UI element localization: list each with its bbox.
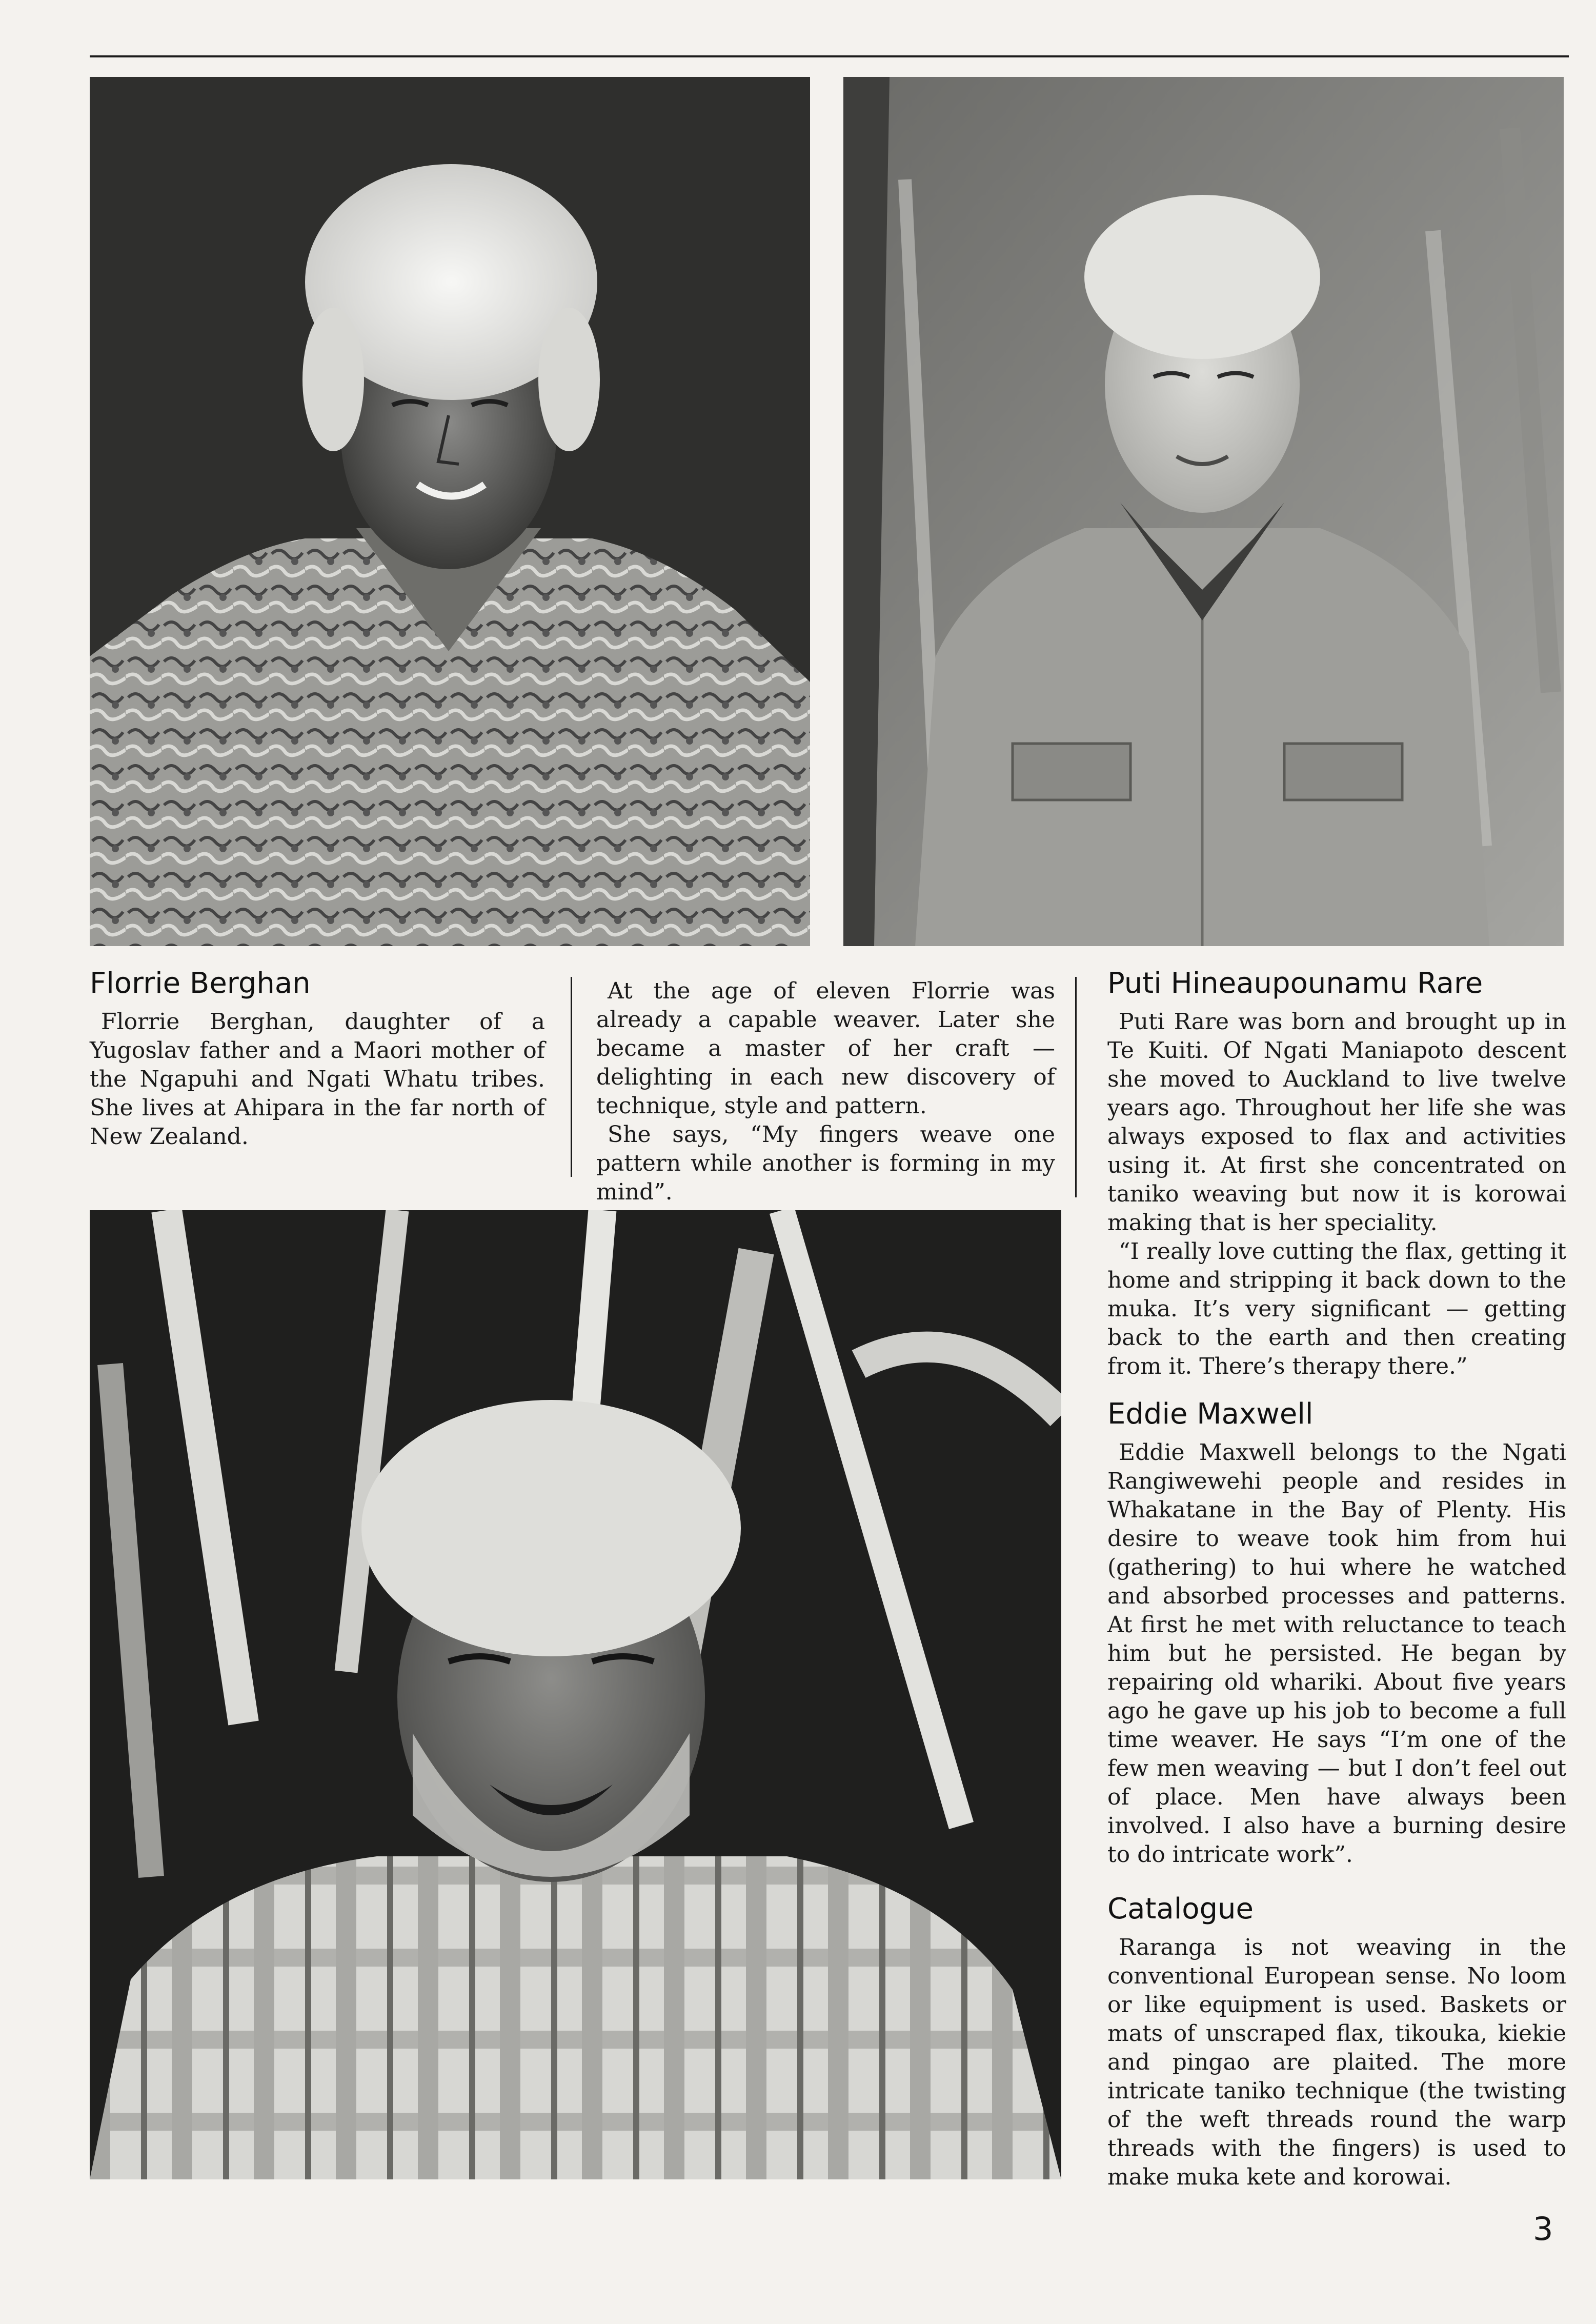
florrie-text-col2 — [596, 977, 1055, 1207]
eddie-heading: Eddie Maxwell — [1107, 1397, 1314, 1431]
portrait-photo-eddie-maxwell — [90, 1210, 1061, 2179]
puti-paragraph-2: “I really love cutting the flax, getting it home and stripping it back down to the muka. It’s very significant — getting back to the earth and then creating from it. There’s therapy there.” — [1107, 1238, 1566, 1379]
florrie-paragraph-3: She says, “My fingers weave one pattern while another is forming in my mind”. — [596, 1121, 1055, 1205]
top-rule — [90, 55, 1569, 57]
puti-paragraph-1: Puti Rare was born and brought up in Te Kuiti. Of Ngati Maniapoto descent she moved to Auckland to live twelve years ago. Throughout her life she was always exposed to flax and activities using it. At first she concentrated on taniko weaving but now it is korowai making that is her speciality. — [1107, 1009, 1566, 1236]
page-number: 3 — [1533, 2210, 1553, 2248]
florrie-text-col1 — [90, 1008, 545, 1151]
catalogue-paragraph-1: Raranga is not weaving in the conventional European sense. No loom or like equipment is used. Baskets or mats of unscraped flax, tikouka, kiekie and pingao are plaited. The more intricate taniko technique (the twisting of the weft threads round the warp threads with the fingers) is used to make muka kete and korowai. — [1107, 1934, 1566, 2190]
column-rule-left — [571, 977, 572, 1177]
florrie-paragraph-2: At the age of eleven Florrie was already a capable weaver. Later she became a master of her craft — delighting in each new discovery of technique, style and pattern. — [596, 978, 1055, 1119]
catalogue-heading: Catalogue — [1107, 1892, 1254, 1926]
portrait-photo-florrie-berghan — [90, 77, 810, 946]
eddie-paragraph-1: Eddie Maxwell belongs to the Ngati Rangiwewehi people and resides in Whakatane in the Bay of Plenty. His desire to weave took him from hui (gathering) to hui where he watched and absorbed processes and patterns. At first he met with reluctance to teach him but he persisted. He began by repairing old whariki. About five years ago he gave up his job to become a full time weaver. He says “I’m one of the few men weaving — but I don’t feel out of place. Men have always been involved. I also have a burning desire to do intricate work”. — [1107, 1439, 1566, 1868]
catalogue-text — [1107, 1933, 1566, 2192]
eddie-text — [1107, 1438, 1566, 1869]
column-rule-right — [1075, 977, 1077, 1197]
puti-text — [1107, 1008, 1566, 1381]
florrie-heading: Florrie Berghan — [90, 967, 311, 1000]
florrie-paragraph-1: Florrie Berghan, daughter of a Yugoslav father and a Maori mother of the Ngapuhi and Ngati Whatu tribes. She lives at Ahipara in the far north of New Zealand. — [90, 1009, 545, 1150]
portrait-photo-puti-rare — [843, 77, 1564, 946]
puti-heading: Puti Hineaupounamu Rare — [1107, 967, 1483, 1000]
